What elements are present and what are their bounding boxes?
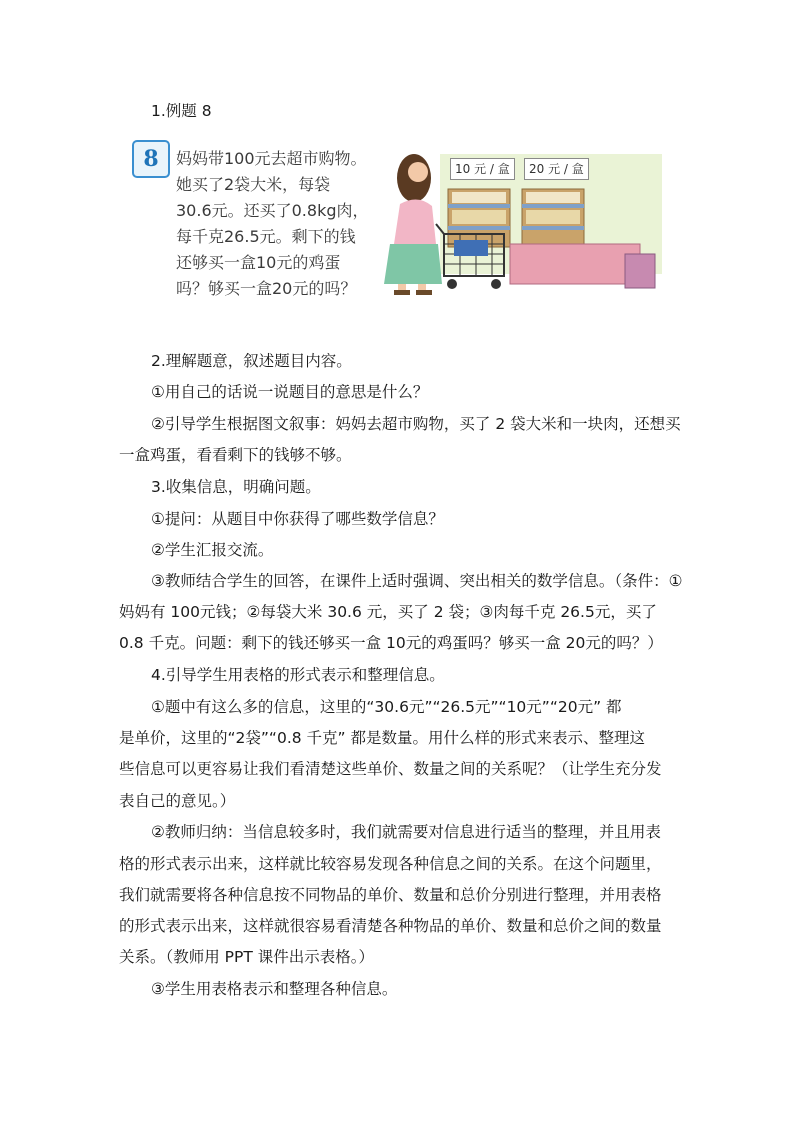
paragraph-line: ①提问：从题目中你获得了哪些数学信息？ xyxy=(151,510,444,528)
paragraph-line: ②教师归纳：当信息较多时，我们就需要对信息进行适当的整理，并且用表 xyxy=(151,823,661,841)
paragraph-line: 一盒鸡蛋，看看剩下的钱够不够。 xyxy=(119,446,352,464)
paragraph-line: ②学生汇报交流。 xyxy=(151,541,274,559)
price-tag-10: 10 元 / 盒 xyxy=(450,158,515,180)
problem-line: 妈妈带100元去超市购物。 xyxy=(176,149,367,168)
paragraph-line: 妈妈有 100元钱；②每袋大米 30.6 元，买了 2 袋；③肉每千克 26.5元，买了 xyxy=(119,603,657,621)
section-heading: 4.引导学生用表格的形式表示和整理信息。 xyxy=(151,666,445,684)
section-heading: 3.收集信息，明确问题。 xyxy=(151,478,321,496)
paragraph-line: ③教师结合学生的回答，在课件上适时强调、突出相关的数学信息。（条件：① xyxy=(151,572,683,590)
supermarket-illustration xyxy=(370,144,662,298)
problem-line: 30.6元。还买了0.8kg肉， xyxy=(176,201,369,220)
paragraph-line: 我们就需要将各种信息按不同物品的单价、数量和总价分别进行整理，并用表格 xyxy=(119,886,662,904)
paragraph-line: 些信息可以更容易让我们看清楚这些单价、数量之间的关系呢？（让学生充分发 xyxy=(119,760,662,778)
paragraph-line: ③学生用表格表示和整理各种信息。 xyxy=(151,980,398,998)
example-heading: 1.例题 8 xyxy=(151,102,212,120)
shopping-scene-graphic xyxy=(370,144,662,298)
paragraph-line: ①用自己的话说一说题目的意思是什么？ xyxy=(151,383,429,401)
paragraph-line: 0.8 千克。问题：剩下的钱还够买一盒 10元的鸡蛋吗？够买一盒 20元的吗？） xyxy=(119,634,663,652)
problem-line: 吗？够买一盒20元的吗？ xyxy=(176,279,357,298)
paragraph-line: 是单价，这里的“2袋”“0.8 千克” 都是数量。用什么样的形式来表示、整理这 xyxy=(119,729,645,747)
paragraph-line: 表自己的意见。） xyxy=(119,792,236,810)
paragraph-line: 的形式表示出来，这样就很容易看清楚各种物品的单价、数量和总价之间的数量 xyxy=(119,917,662,935)
problem-line: 还够买一盒10元的鸡蛋 xyxy=(176,253,341,272)
paragraph-line: 关系。（教师用 PPT 课件出示表格。） xyxy=(119,948,375,966)
example-number-badge: 8 xyxy=(132,140,170,178)
paragraph-line: 格的形式表示出来，这样就比较容易发现各种信息之间的关系。在这个问题里， xyxy=(119,855,662,873)
paragraph-line: ②引导学生根据图文叙事：妈妈去超市购物，买了 2 袋大米和一块肉，还想买 xyxy=(151,415,681,433)
price-tag-20: 20 元 / 盒 xyxy=(524,158,589,180)
paragraph-line: ①题中有这么多的信息，这里的“30.6元”“26.5元”“10元”“20元” 都 xyxy=(151,698,622,716)
example-figure xyxy=(132,140,662,300)
problem-line: 每千克26.5元。剩下的钱 xyxy=(176,227,356,246)
problem-line: 她买了2袋大米，每袋 xyxy=(176,175,331,194)
section-heading: 2.理解题意，叙述题目内容。 xyxy=(151,352,352,370)
